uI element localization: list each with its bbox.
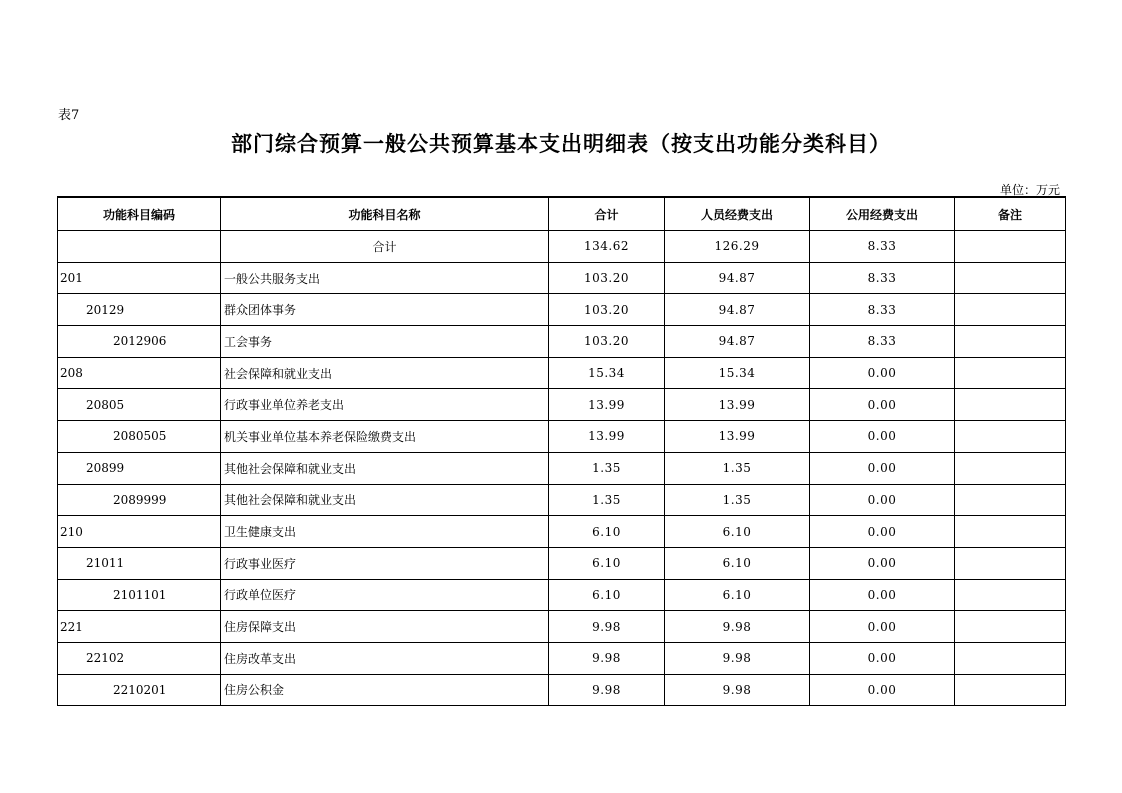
cell-public: 8.33	[810, 262, 955, 294]
cell-total: 1.35	[549, 484, 665, 516]
cell-name: 一般公共服务支出	[221, 262, 549, 294]
cell-total: 103.20	[549, 326, 665, 358]
header-public: 公用经费支出	[810, 197, 955, 231]
cell-code: 221	[58, 611, 221, 643]
cell-personnel: 126.29	[665, 231, 810, 263]
cell-personnel: 6.10	[665, 579, 810, 611]
cell-name: 合计	[221, 231, 549, 263]
cell-total: 9.98	[549, 642, 665, 674]
cell-total: 6.10	[549, 516, 665, 548]
cell-public: 0.00	[810, 484, 955, 516]
cell-public: 0.00	[810, 579, 955, 611]
cell-personnel: 13.99	[665, 421, 810, 453]
cell-public: 0.00	[810, 516, 955, 548]
cell-remark	[955, 231, 1066, 263]
cell-personnel: 94.87	[665, 262, 810, 294]
cell-remark	[955, 611, 1066, 643]
cell-public: 0.00	[810, 674, 955, 706]
cell-personnel: 6.10	[665, 547, 810, 579]
table-row	[58, 642, 1066, 674]
cell-public: 8.33	[810, 294, 955, 326]
cell-total: 103.20	[549, 294, 665, 326]
table-row	[58, 294, 1066, 326]
cell-personnel: 1.35	[665, 484, 810, 516]
header-remark: 备注	[955, 197, 1066, 231]
cell-total: 103.20	[549, 262, 665, 294]
cell-name: 住房公积金	[221, 674, 549, 706]
cell-total: 6.10	[549, 579, 665, 611]
table-row	[58, 231, 1066, 263]
table-row	[58, 421, 1066, 453]
cell-remark	[955, 357, 1066, 389]
cell-personnel: 13.99	[665, 389, 810, 421]
cell-total: 13.99	[549, 389, 665, 421]
cell-code: 2089999	[58, 484, 221, 516]
cell-public: 0.00	[810, 389, 955, 421]
cell-name: 群众团体事务	[221, 294, 549, 326]
cell-name: 行政事业单位养老支出	[221, 389, 549, 421]
header-personnel: 人员经费支出	[665, 197, 810, 231]
cell-code: 21011	[58, 547, 221, 579]
cell-remark	[955, 452, 1066, 484]
page-title: 部门综合预算一般公共预算基本支出明细表（按支出功能分类科目）	[231, 132, 891, 156]
cell-personnel: 9.98	[665, 611, 810, 643]
cell-total: 134.62	[549, 231, 665, 263]
table-label: 表7	[58, 108, 80, 123]
table-row	[58, 262, 1066, 294]
table-row	[58, 452, 1066, 484]
cell-code: 210	[58, 516, 221, 548]
cell-remark	[955, 294, 1066, 326]
header-row	[58, 197, 1066, 231]
cell-remark	[955, 326, 1066, 358]
cell-public: 0.00	[810, 452, 955, 484]
unit-label: 单位：万元	[999, 183, 1060, 197]
cell-name: 行政单位医疗	[221, 579, 549, 611]
cell-public: 0.00	[810, 611, 955, 643]
cell-remark	[955, 484, 1066, 516]
cell-code: 20899	[58, 452, 221, 484]
cell-personnel: 9.98	[665, 642, 810, 674]
budget-table	[57, 196, 1066, 706]
cell-public: 0.00	[810, 642, 955, 674]
table-row	[58, 484, 1066, 516]
cell-personnel: 6.10	[665, 516, 810, 548]
cell-personnel: 9.98	[665, 674, 810, 706]
cell-public: 0.00	[810, 547, 955, 579]
cell-personnel: 94.87	[665, 326, 810, 358]
header-name: 功能科目名称	[221, 197, 549, 231]
cell-code: 208	[58, 357, 221, 389]
cell-personnel: 15.34	[665, 357, 810, 389]
cell-remark	[955, 421, 1066, 453]
table-header	[58, 197, 1066, 231]
cell-total: 9.98	[549, 674, 665, 706]
cell-remark	[955, 642, 1066, 674]
cell-code: 2012906	[58, 326, 221, 358]
cell-name: 其他社会保障和就业支出	[221, 484, 549, 516]
cell-name: 住房保障支出	[221, 611, 549, 643]
cell-name: 其他社会保障和就业支出	[221, 452, 549, 484]
cell-public: 0.00	[810, 421, 955, 453]
table-body	[58, 231, 1066, 706]
cell-code: 2080505	[58, 421, 221, 453]
table-row	[58, 389, 1066, 421]
cell-public: 8.33	[810, 231, 955, 263]
table-row	[58, 516, 1066, 548]
cell-code: 20129	[58, 294, 221, 326]
cell-name: 住房改革支出	[221, 642, 549, 674]
table-row	[58, 611, 1066, 643]
header-code: 功能科目编码	[58, 197, 221, 231]
cell-code: 2101101	[58, 579, 221, 611]
cell-total: 9.98	[549, 611, 665, 643]
cell-remark	[955, 389, 1066, 421]
cell-remark	[955, 547, 1066, 579]
cell-name: 卫生健康支出	[221, 516, 549, 548]
table-row	[58, 547, 1066, 579]
cell-total: 6.10	[549, 547, 665, 579]
table-row	[58, 326, 1066, 358]
cell-code: 2210201	[58, 674, 221, 706]
cell-code	[58, 231, 221, 263]
cell-remark	[955, 674, 1066, 706]
cell-name: 机关事业单位基本养老保险缴费支出	[221, 421, 549, 453]
cell-total: 13.99	[549, 421, 665, 453]
cell-total: 1.35	[549, 452, 665, 484]
cell-code: 20805	[58, 389, 221, 421]
table-row	[58, 357, 1066, 389]
cell-public: 0.00	[810, 357, 955, 389]
cell-code: 22102	[58, 642, 221, 674]
cell-code: 201	[58, 262, 221, 294]
cell-personnel: 94.87	[665, 294, 810, 326]
cell-total: 15.34	[549, 357, 665, 389]
table-row	[58, 579, 1066, 611]
cell-personnel: 1.35	[665, 452, 810, 484]
cell-public: 8.33	[810, 326, 955, 358]
header-total: 合计	[549, 197, 665, 231]
cell-remark	[955, 579, 1066, 611]
cell-remark	[955, 516, 1066, 548]
cell-remark	[955, 262, 1066, 294]
cell-name: 工会事务	[221, 326, 549, 358]
cell-name: 行政事业医疗	[221, 547, 549, 579]
table-row	[58, 674, 1066, 706]
cell-name: 社会保障和就业支出	[221, 357, 549, 389]
